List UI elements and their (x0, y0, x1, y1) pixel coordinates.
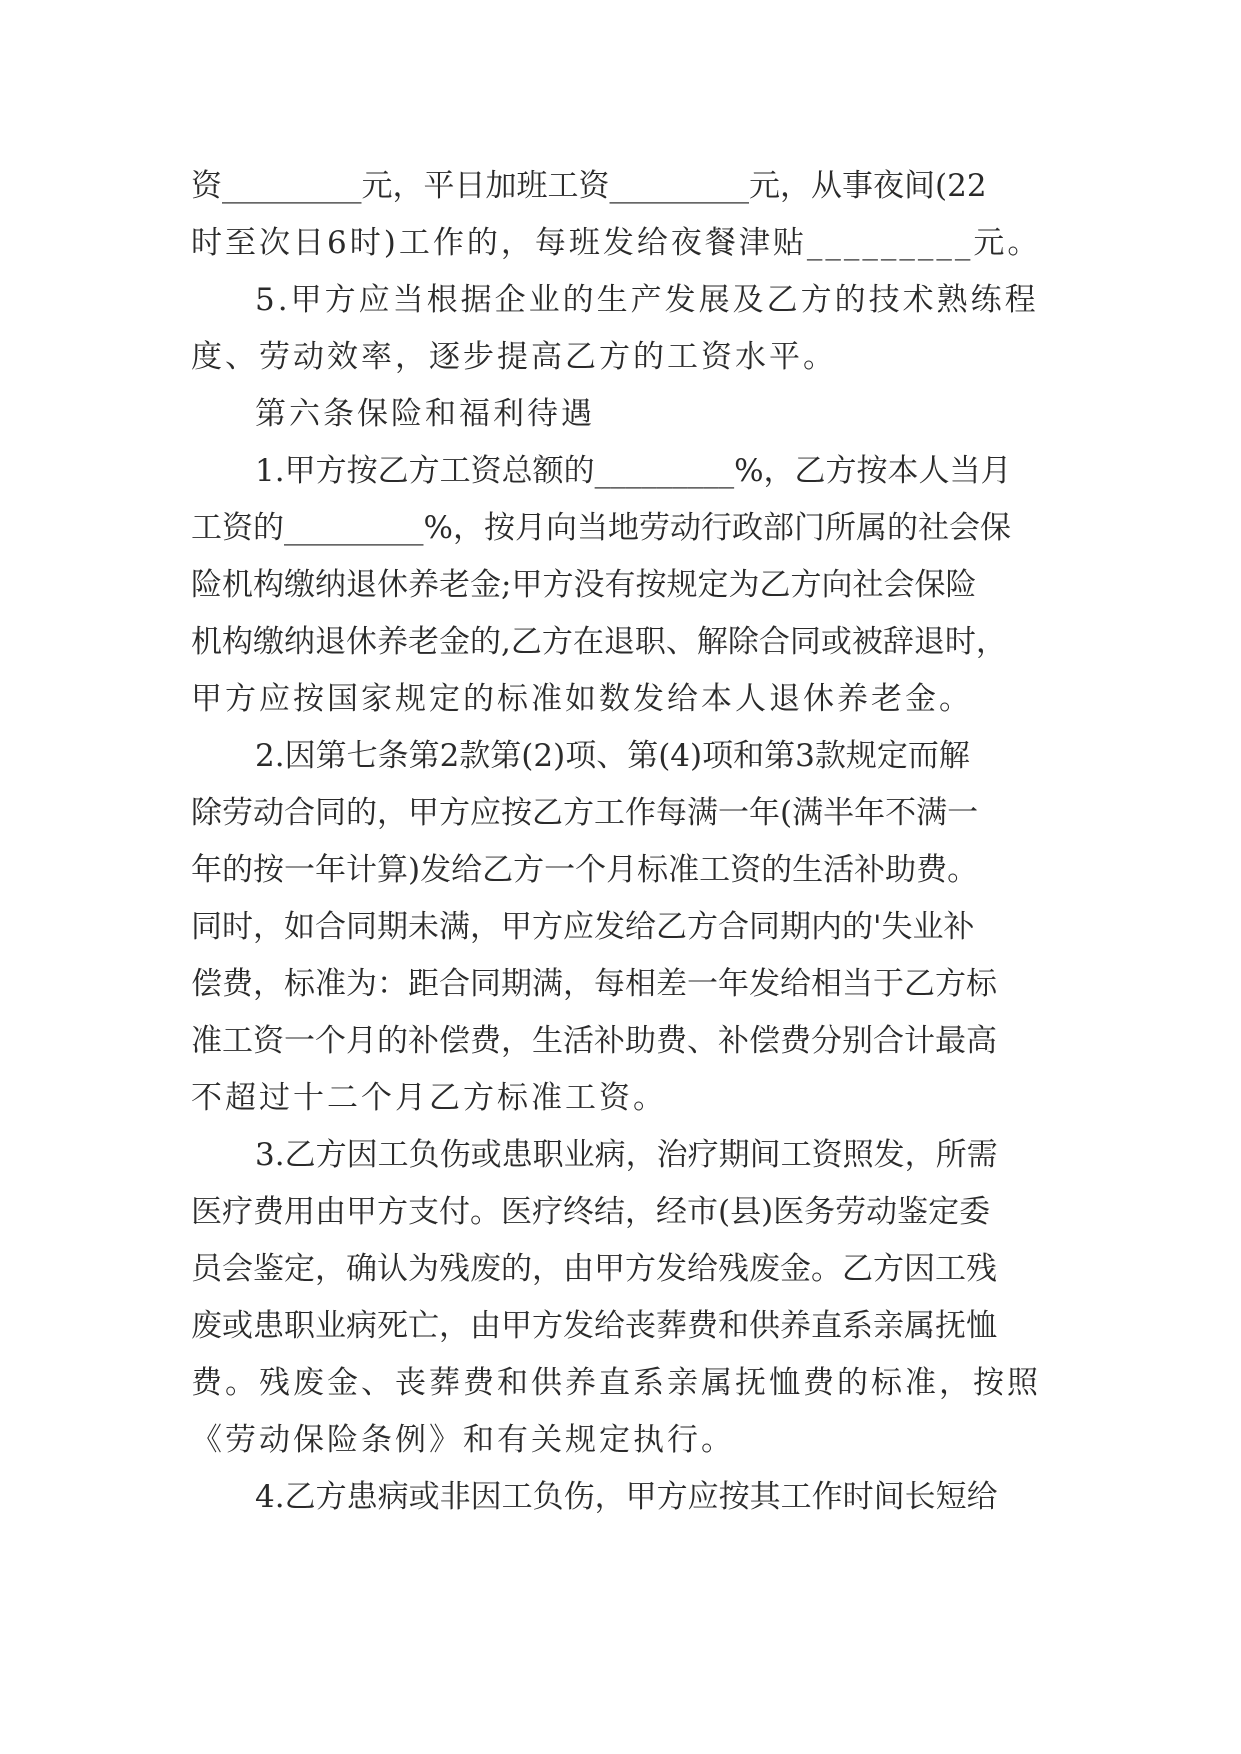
document-line: 不超过十二个月乙方标准工资。 (191, 1080, 667, 1116)
document-line: 工资的_________%，按月向当地劳动行政部门所属的社会保 (191, 510, 1011, 546)
document-line: 员会鉴定，确认为残废的，由甲方发给残废金。乙方因工残 (191, 1251, 997, 1287)
document-line: 2.因第七条第2款第(2)项、第(4)项和第3款规定而解 (255, 738, 970, 774)
document-line: 资_________元，平日加班工资_________元，从事夜间(22 (191, 168, 987, 204)
document-line: 险机构缴纳退休养老金;甲方没有按规定为乙方向社会保险 (191, 567, 977, 603)
document-line: 5.甲方应当根据企业的生产发展及乙方的技术熟练程 (255, 282, 1039, 318)
document-line: 年的按一年计算)发给乙方一个月标准工资的生活补助费。 (191, 852, 979, 888)
document-line: 除劳动合同的，甲方应按乙方工作每满一年(满半年不满一 (191, 795, 979, 831)
document-line: 甲方应按国家规定的标准如数发给本人退休养老金。 (191, 681, 973, 717)
document-line: 机构缴纳退休养老金的,乙方在退职、解除合同或被辞退时， (191, 624, 1007, 660)
document-line: 《劳动保险条例》和有关规定执行。 (191, 1422, 735, 1458)
document-line: 废或患职业病死亡，由甲方发给丧葬费和供养直系亲属抚恤 (191, 1308, 997, 1344)
document-line: 第六条保险和福利待遇 (255, 396, 595, 432)
document-line: 度、劳动效率，逐步提高乙方的工资水平。 (191, 339, 837, 375)
document-body (191, 158, 1051, 1526)
document-line: 费。残废金、丧葬费和供养直系亲属抚恤费的标准，按照 (191, 1365, 1041, 1401)
document-line: 同时，如合同期未满，甲方应发给乙方合同期内的'失业补 (191, 909, 975, 945)
document-line: 医疗费用由甲方支付。医疗终结，经市(县)医务劳动鉴定委 (191, 1194, 991, 1230)
document-line: 4.乙方患病或非因工负伤，甲方应按其工作时间长短给 (255, 1479, 998, 1515)
document-line: 1.甲方按乙方工资总额的_________%，乙方按本人当月 (255, 453, 1012, 489)
document-line: 时至次日6时)工作的，每班发给夜餐津贴_________元。 (191, 225, 1042, 261)
document-line: 偿费，标准为：距合同期满，每相差一年发给相当于乙方标 (191, 966, 997, 1002)
document-line: 3.乙方因工负伤或患职业病，治疗期间工资照发，所需 (255, 1137, 998, 1173)
document-line: 准工资一个月的补偿费，生活补助费、补偿费分别合计最高 (191, 1023, 997, 1059)
